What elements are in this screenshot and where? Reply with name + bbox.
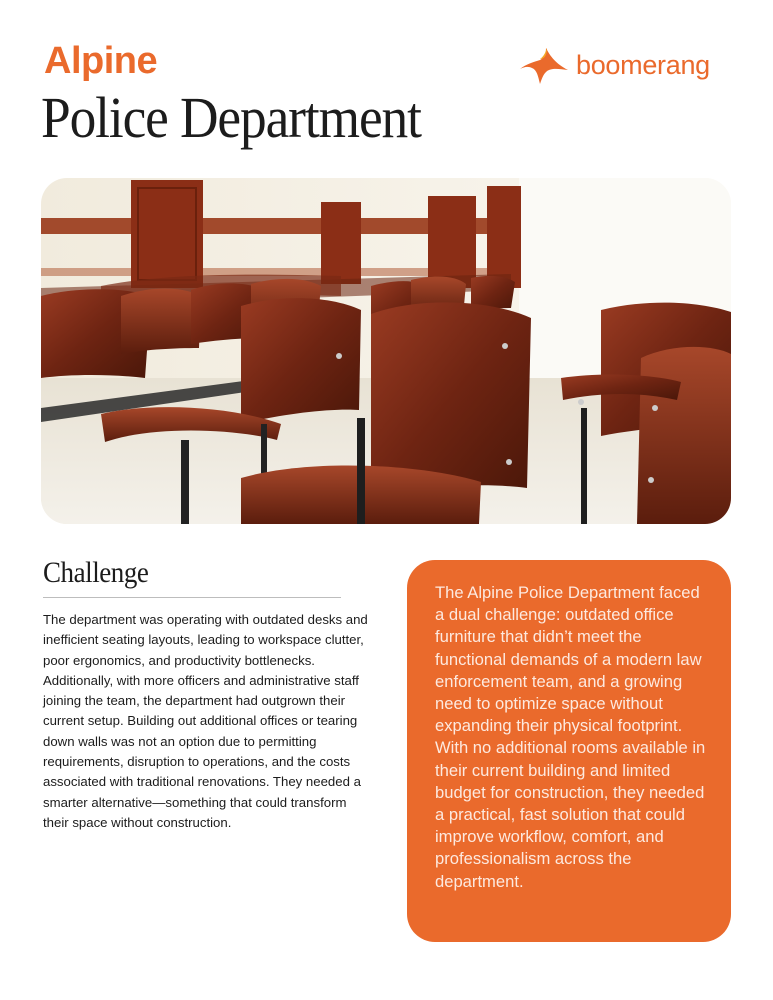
boomerang-logo-icon	[516, 42, 576, 88]
brand-logo	[516, 42, 716, 88]
challenge-body-text: The department was operating with outdated desks and inefficient seating layouts, leading to workspace clutter, poor ergonomics, and productivity bottlenecks. Additionally, with more officers and administrative staff joining the team, the department had outgrown their current setup. Building out additional offices or tearing down walls was not an option due to permitting requirements, disruption to operations, and the costs associated with traditional renovations. They needed a smarter alternative—something that could transform their space without construction.	[43, 612, 368, 830]
header-kicker: Alpine	[44, 40, 158, 82]
logo-wordmark: boomerang	[576, 49, 710, 80]
hero-photo-waiting-room	[41, 178, 731, 524]
page-title: Police Department	[41, 85, 421, 150]
section-heading-challenge: Challenge	[43, 556, 149, 589]
callout-text: The Alpine Police Department faced a dual challenge: outdated office furniture that didn’t meet the functional demands of a modern law enforcement team, and a growing need to optimize space without expanding their physical footprint. With no additional rooms available in their current building and limited budget for construction, they needed a practical, fast solution that could improve workflow, comfort, and professionalism across the department.	[435, 583, 706, 891]
callout-box	[407, 560, 731, 942]
heading-divider	[43, 597, 341, 598]
